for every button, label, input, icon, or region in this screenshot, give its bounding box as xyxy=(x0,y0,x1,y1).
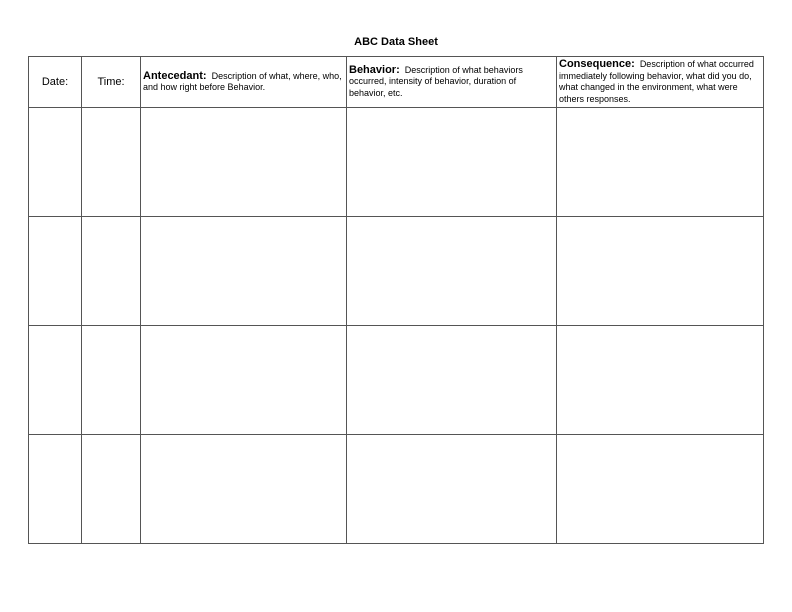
consequence-description: Description of what occurred immediately following behavior, what did you do, what changed in the environment, what were others responses. xyxy=(559,59,754,104)
consequence-cell[interactable] xyxy=(557,108,764,217)
date-cell[interactable] xyxy=(29,435,82,544)
consequence-header xyxy=(557,57,764,108)
antecedent-label: Antecedant: xyxy=(143,69,207,82)
time-header: Time: xyxy=(82,57,141,108)
time-cell[interactable] xyxy=(82,435,141,544)
date-cell[interactable] xyxy=(29,217,82,326)
time-cell[interactable] xyxy=(82,108,141,217)
consequence-label: Consequence: xyxy=(559,58,635,70)
date-cell[interactable] xyxy=(29,108,82,217)
antecedent-cell[interactable] xyxy=(141,435,347,544)
page-title: ABC Data Sheet xyxy=(354,36,438,48)
behavior-description: Description of what behaviors occurred, intensity of behavior, duration of behavior, etc. xyxy=(349,64,523,98)
time-cell[interactable] xyxy=(82,217,141,326)
antecedent-cell[interactable] xyxy=(141,108,347,217)
behavior-cell[interactable] xyxy=(347,217,557,326)
abc-data-table xyxy=(28,56,764,544)
behavior-label: Behavior: xyxy=(349,63,400,76)
behavior-cell[interactable] xyxy=(347,108,557,217)
behavior-cell[interactable] xyxy=(347,435,557,544)
consequence-cell[interactable] xyxy=(557,217,764,326)
table-row xyxy=(29,326,764,435)
consequence-cell[interactable] xyxy=(557,326,764,435)
behavior-cell[interactable] xyxy=(347,326,557,435)
behavior-header xyxy=(347,57,557,108)
date-cell[interactable] xyxy=(29,326,82,435)
time-cell[interactable] xyxy=(82,326,141,435)
date-header: Date: xyxy=(29,57,82,108)
antecedent-header xyxy=(141,57,347,108)
table-row xyxy=(29,435,764,544)
header-row xyxy=(29,57,764,108)
antecedent-cell[interactable] xyxy=(141,217,347,326)
table-row xyxy=(29,108,764,217)
table-row xyxy=(29,217,764,326)
consequence-cell[interactable] xyxy=(557,435,764,544)
antecedent-cell[interactable] xyxy=(141,326,347,435)
antecedent-description: Description of what, where, who, and how right before Behavior. xyxy=(143,70,342,92)
